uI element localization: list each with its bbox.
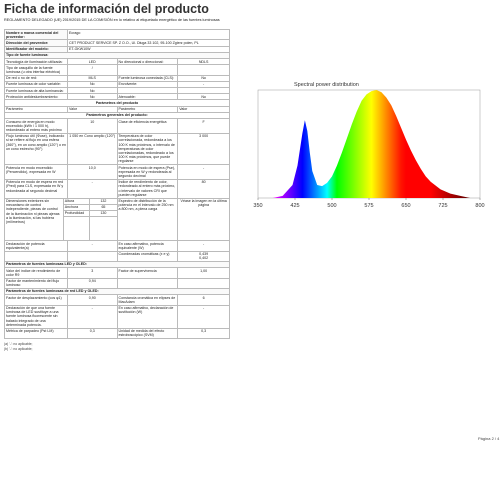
table-cell: 1 050 en Cono amplio (120°) xyxy=(68,133,118,164)
table-cell: Factor de supervivencia xyxy=(117,268,178,278)
dimension-value: 132 xyxy=(90,199,117,205)
supplier-address-value: CET PRODUCT SERVICE SP. Z O.O., Ul. Długa 33 102, 95-100 Zgierz polen, PL xyxy=(68,40,230,46)
table-cell: Constancia cromática en elipses de MacAdam xyxy=(117,295,178,305)
table-cell xyxy=(178,65,230,75)
supplier-name-row xyxy=(5,30,230,40)
dimensions-row xyxy=(5,198,230,241)
table-cell: - xyxy=(68,305,118,328)
dimension-name: Altura xyxy=(63,199,90,205)
table-cell: Temperatura de color correlacionada, redondeada a los 100 K más próximos, o intervalo de temperaturas de color correlacionadas, redondeado a los 100 K más próximos, que puede regularse xyxy=(117,133,178,164)
x-tick-label: 425 xyxy=(290,203,300,209)
dimension-name: Anchura xyxy=(63,204,90,210)
table-cell xyxy=(68,251,118,261)
spectral-power-chart xyxy=(246,86,488,216)
table-cell: No xyxy=(68,88,118,94)
table-cell: 0,3 xyxy=(68,328,118,338)
table-cell: - xyxy=(68,241,118,251)
x-tick-label: 725 xyxy=(438,203,448,209)
x-tick-label: 650 xyxy=(401,203,411,209)
general-section-heading: Parámetros generales del producto: xyxy=(5,112,230,118)
model-id-label: Identificador del modelo: xyxy=(5,46,68,52)
table-cell: Envolvente: xyxy=(117,81,178,87)
table-cell: 10,0 xyxy=(68,165,118,180)
table-cell: Métrica de parpadeo (Pst LM) xyxy=(5,328,68,338)
page-number: Página 2 / 4 xyxy=(478,436,500,441)
product-table xyxy=(4,29,230,339)
table-cell: 10 xyxy=(68,119,118,134)
x-tick-label: 500 xyxy=(327,203,337,209)
table-cell: - xyxy=(178,165,230,180)
table-row xyxy=(5,119,230,134)
table-cell: NDLS xyxy=(178,59,230,65)
table-cell: Fuente luminosa conectada (CLS): xyxy=(117,75,178,81)
table-cell: Factor de mantenimiento del flujo luminoso xyxy=(5,278,68,288)
dimensions-label: Dimensiones exteriores sin mecanismo de control independiente, piezas de control de la iluminación ni piezas ajenas a la iluminación, si las hubiera (milímetros) xyxy=(5,199,63,241)
supplier-name-value: Ecrago xyxy=(68,30,230,40)
table-cell: Tipo de casquillo de la fuente luminosa (u otra interfaz eléctrica) xyxy=(5,65,68,75)
table-cell: Fuente luminosa de alta luminancia: xyxy=(5,88,68,94)
table-cell: Flujo luminoso útil (Φuse), indicando si se refiere al flujo en una esfera (360°), en un cono amplio (120°) o en un cono estrecho (90°) xyxy=(5,133,68,164)
params-section-heading: Parámetros del producto xyxy=(5,100,230,106)
table-cell: No xyxy=(178,94,230,100)
table-row xyxy=(5,251,230,261)
table-cell: No xyxy=(68,81,118,87)
led-section-heading: Parámetros de fuentes luminosas LED y OLED: xyxy=(5,261,230,267)
table-row xyxy=(5,241,230,251)
dimensions-table xyxy=(5,199,117,241)
table-cell: LED xyxy=(68,59,118,65)
chart-title: Spectral power distribution xyxy=(294,82,359,88)
table-cell xyxy=(5,251,68,261)
table-row xyxy=(5,165,230,180)
table-cell: Potencia en modo de espera en red (Pred) para CLS, expresada en W y redondeada al segundo decimal xyxy=(5,179,68,198)
table-cell: - xyxy=(178,241,230,251)
dimension-value: 65 xyxy=(90,204,117,210)
table-row xyxy=(5,295,230,305)
table-cell: Declaración de que una fuente luminosa de LED sustituye a una fuente luminosa fluorescente sin balasto integrado de una determinada potencia. xyxy=(5,305,68,328)
x-tick-label: 575 xyxy=(364,203,374,209)
table-cell: - xyxy=(178,305,230,328)
table-cell: De red o no de red: xyxy=(5,75,68,81)
table-cell: / xyxy=(68,65,118,75)
table-cell: - xyxy=(178,81,230,87)
supplier-name-label: Nombre o marca comercial del proveedor: xyxy=(5,30,68,40)
table-cell: No direccional o direccional: xyxy=(117,59,178,65)
table-row xyxy=(5,305,230,328)
dimensions-cell xyxy=(5,198,118,241)
table-cell: Consumo de energía en modo encendido (kWh / 1 000 h), redondeado al entero más próximo xyxy=(5,119,68,134)
type-section-heading: Tipo de fuente luminosa: xyxy=(5,52,230,58)
table-cell: En caso afirmativo, declaración de sustitución (W) xyxy=(117,305,178,328)
table-cell xyxy=(178,278,230,288)
x-tick-label: 800 xyxy=(475,203,485,209)
table-cell: Clase de eficiencia energética xyxy=(117,119,178,134)
supplier-address-label: Dirección del proveedor: xyxy=(5,40,68,46)
table-cell: 3 000 xyxy=(178,133,230,164)
table-row xyxy=(5,179,230,198)
table-cell: 0,94 xyxy=(68,278,118,288)
table-row xyxy=(5,268,230,278)
table-cell: No xyxy=(68,94,118,100)
table-row xyxy=(5,278,230,288)
table-cell: 1,00 xyxy=(178,268,230,278)
table-cell xyxy=(117,278,178,288)
table-cell: Potencia en modo encendido (Pencendido), expresada en W xyxy=(5,165,68,180)
table-row xyxy=(5,65,230,75)
table-row xyxy=(5,328,230,338)
document-title: Ficha de información del producto xyxy=(4,2,209,16)
table-cell: Declaración de potencia equivalente(a) xyxy=(5,241,68,251)
table-cell: F xyxy=(178,119,230,134)
table-cell: Factor de desplazamiento (cos φ1) xyxy=(5,295,68,305)
spectral-distribution-value: Véase la imagen en la última página xyxy=(178,198,230,241)
table-cell: 3 xyxy=(68,268,118,278)
table-cell: Atenuable: xyxy=(117,94,178,100)
table-cell: Índice de rendimiento de color, redondeado al entero más próximo, o intervalo de valores CRI que pueden regularse xyxy=(117,179,178,198)
table-cell: 0,439 0,402 xyxy=(178,251,230,261)
table-cell: No xyxy=(178,75,230,81)
mains-section-heading: Parámetros de fuentes luminosas de red LED y OLED: xyxy=(5,288,230,294)
spectral-distribution-label: Espectro de distribución de la potencia en el intervalo de 250 nm a 800 nm, a plena carga xyxy=(117,198,178,241)
table-cell: Coordenadas cromáticas (x e y) xyxy=(117,251,178,261)
table-cell: Potencia en modo de espera (Pse), expresada en W y redondeada al segundo decimal xyxy=(117,165,178,180)
table-cell: Protección antideslumbramiento: xyxy=(5,94,68,100)
spectrum-area-series-0 xyxy=(273,90,470,198)
table-cell: - xyxy=(68,179,118,198)
table-cell: MLS xyxy=(68,75,118,81)
column-header: Valor xyxy=(68,106,118,112)
table-cell: Fuente luminosa de color variable: xyxy=(5,81,68,87)
footnote-a: (a) '-': no aplicable; xyxy=(4,342,33,346)
table-cell: Unidad de medida del efecto estroboscópico (SVM) xyxy=(117,328,178,338)
table-row xyxy=(5,133,230,164)
column-header: Parámetro xyxy=(5,106,68,112)
table-cell: En caso afirmativo, potencia equivalente (W) xyxy=(117,241,178,251)
table-cell: 80 xyxy=(178,179,230,198)
x-tick-label: 350 xyxy=(253,203,263,209)
table-cell: 0,90 xyxy=(68,295,118,305)
table-cell: Tecnología de iluminación utilizada: xyxy=(5,59,68,65)
model-id-value: ET-GKW10W xyxy=(68,46,230,52)
table-cell xyxy=(117,65,178,75)
table-cell: 0,3 xyxy=(178,328,230,338)
regulation-subtitle: REGLAMENTO DELEGADO (UE) 2019/2015 DE LA COMISIÓN en lo relativo al etiquetado energético de las fuentes luminosas xyxy=(4,18,220,22)
table-cell: Valor del índice de rendimiento de color R9 xyxy=(5,268,68,278)
footnote-b: (b) '-': no aplicable; xyxy=(4,347,33,351)
dimension-value: 130 xyxy=(90,210,117,216)
column-header: Parámetro xyxy=(117,106,178,112)
dimension-name: Profundidad xyxy=(63,210,90,216)
table-cell: 6 xyxy=(178,295,230,305)
column-header: Valor xyxy=(178,106,230,112)
